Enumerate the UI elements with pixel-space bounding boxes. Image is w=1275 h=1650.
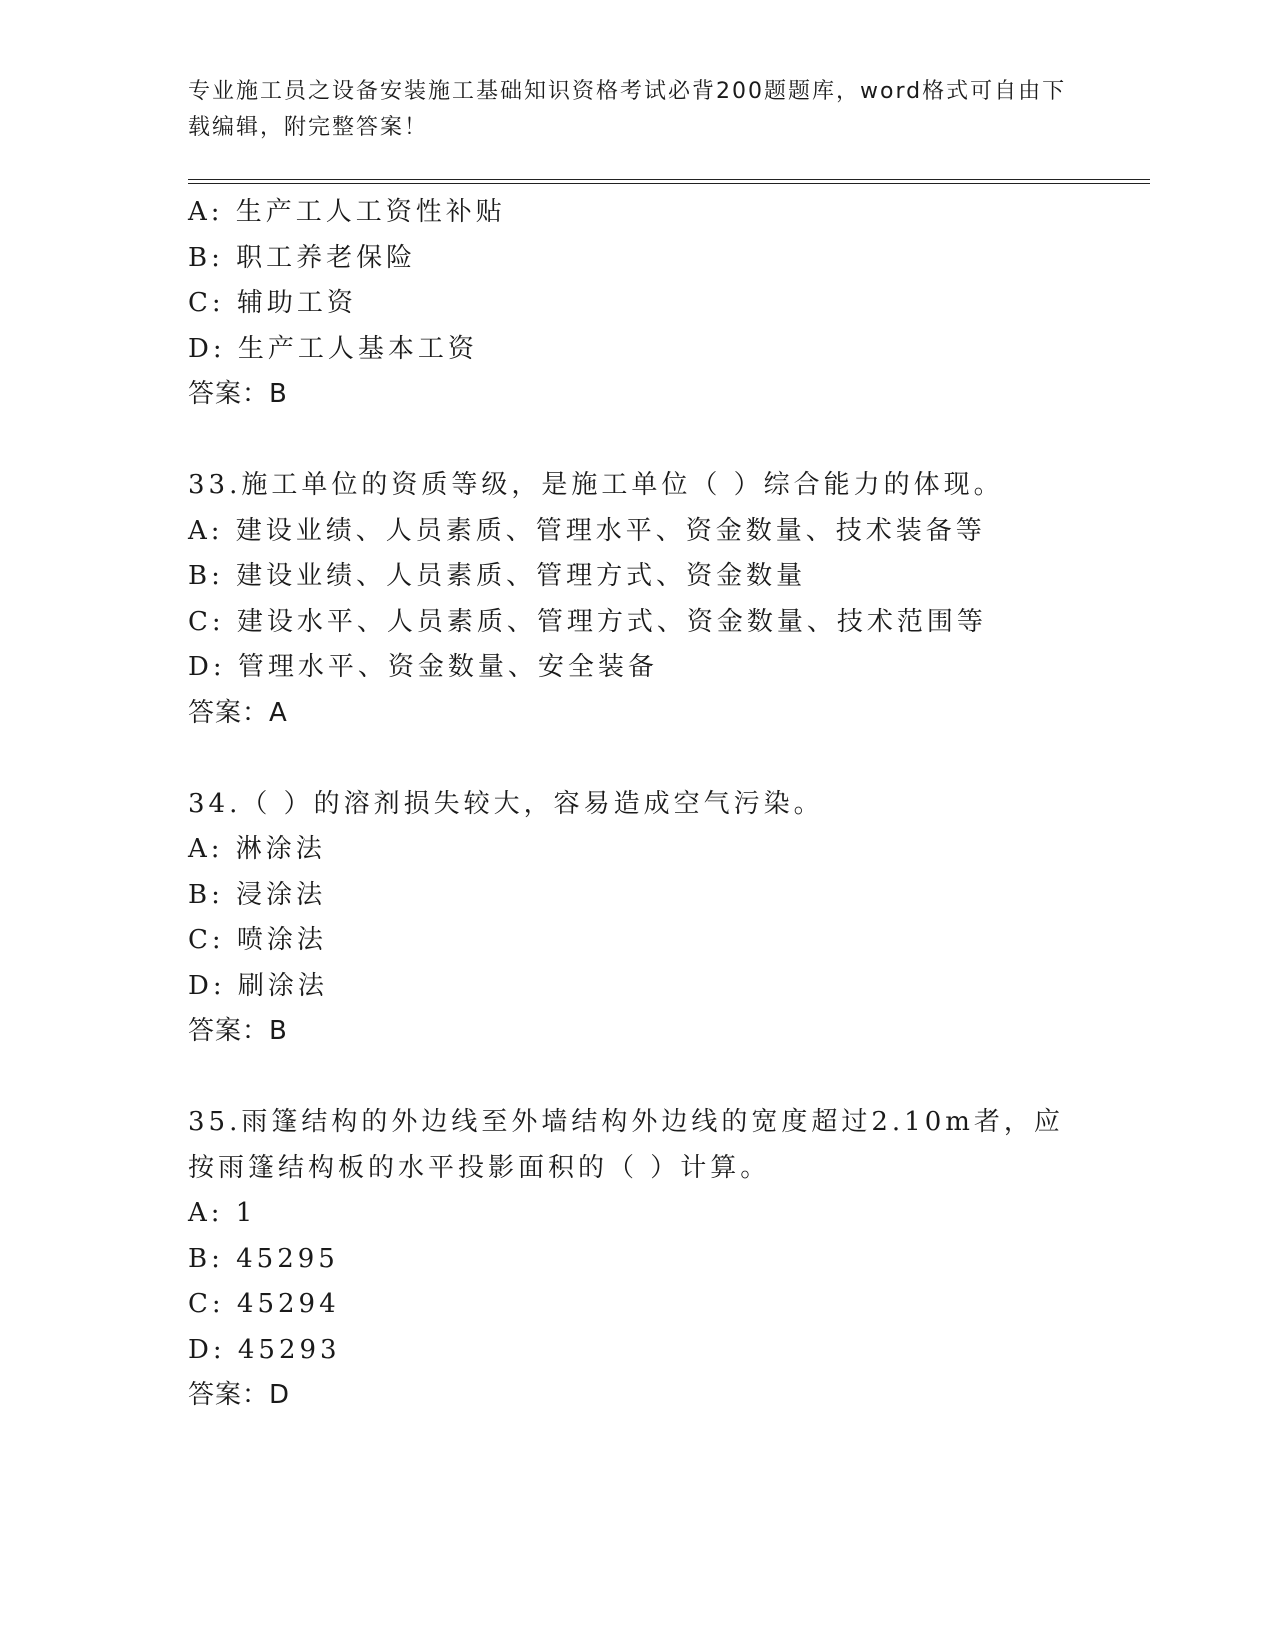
answer-line: 答案：D: [188, 1380, 291, 1410]
answer-line: 答案：B: [188, 379, 288, 409]
option-c: C: 喷涂法: [188, 925, 327, 955]
option-a: A: 建设业绩、人员素质、管理水平、资金数量、技术装备等: [188, 515, 986, 546]
question-35: [188, 1100, 1150, 1419]
option-c: C: 辅助工资: [188, 288, 357, 318]
option-d: D: 刷涂法: [188, 970, 328, 1001]
question-stem: 34.（ ）的溶剂损失较大，容易造成空气污染。: [188, 788, 824, 819]
option-a: A: 1: [188, 1198, 257, 1228]
option-d: D: 管理水平、资金数量、安全装备: [188, 652, 658, 682]
option-b: B: 建设业绩、人员素质、管理方式、资金数量: [188, 561, 807, 591]
question-stem: 35.雨篷结构的外边线至外墙结构外边线的宽度超过2.10m者，应按雨篷结构板的水平投影面积的（ ）计算。: [188, 1107, 1064, 1183]
option-d: D: 45293: [188, 1334, 341, 1365]
question-32-continued: [188, 190, 1150, 418]
question-34: [188, 782, 1150, 1055]
answer-line: 答案：A: [188, 697, 288, 728]
document-header: 专业施工员之设备安装施工基础知识资格考试必背200题题库，word格式可自由下载编辑，附完整答案！: [188, 79, 1067, 140]
answer-line: 答案：B: [188, 1016, 288, 1046]
question-stem: 33.施工单位的资质等级，是施工单位（ ）综合能力的体现。: [188, 470, 1004, 500]
option-a: A: 淋涂法: [188, 834, 326, 864]
header-divider-top: [188, 179, 1150, 180]
option-c: C: 45294: [188, 1289, 340, 1319]
header-divider-bottom: [188, 183, 1150, 184]
option-c: C: 建设水平、人员素质、管理方式、资金数量、技术范围等: [188, 606, 987, 637]
question-33: [188, 463, 1150, 736]
option-d: D: 生产工人基本工资: [188, 333, 478, 364]
question-list: [188, 190, 1150, 1419]
option-b: B: 45295: [188, 1243, 339, 1274]
option-b: B: 职工养老保险: [188, 242, 417, 273]
option-b: B: 浸涂法: [188, 879, 327, 910]
option-a: A: 生产工人工资性补贴: [188, 197, 506, 227]
